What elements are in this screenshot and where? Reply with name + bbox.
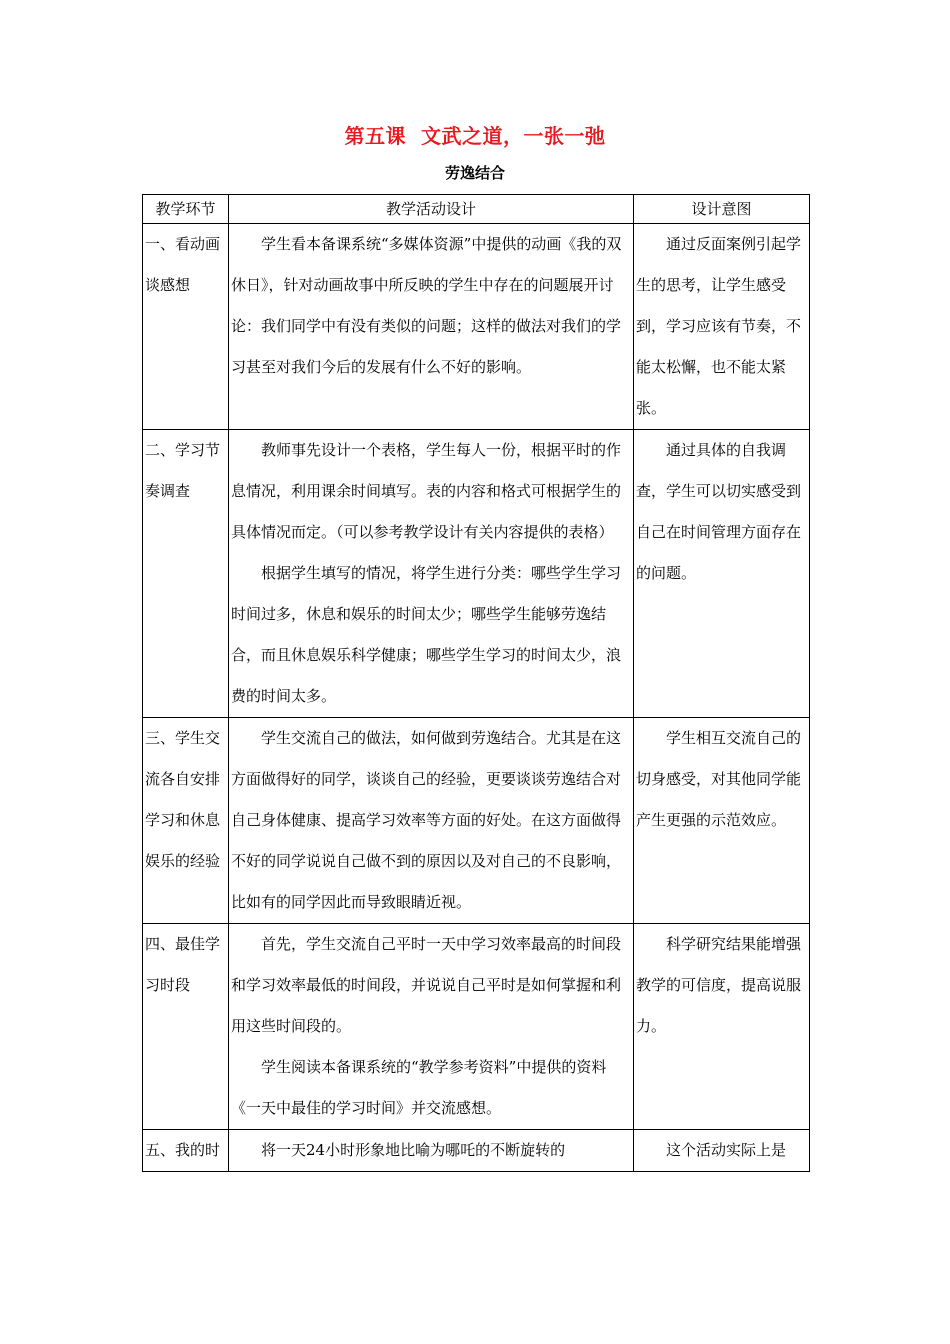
activity-cell: 首先，学生交流自己平时一天中学习效率最高的时间段和学习效率最低的时间段，并说说自己平时是如何掌握和利用这些时间段的。 学生阅读本备课系统的“教学参考资料”中提供的资料《一天中最佳的学习时间》并交流感想。 [229, 924, 634, 1130]
header-activity: 教学活动设计 [229, 195, 634, 224]
intent-cell: 科学研究结果能增强教学的可信度，提高说服力。 [634, 924, 810, 1130]
header-intent: 设计意图 [634, 195, 810, 224]
table-header-row [143, 195, 810, 224]
stage-cell: 三、学生交流各自安排学习和休息娱乐的经验 [143, 718, 229, 924]
stage-cell: 五、我的时 [143, 1130, 229, 1172]
intent-cell: 通过具体的自我调查，学生可以切实感受到自己在时间管理方面存在的问题。 [634, 430, 810, 718]
stage-cell: 二、学习节奏调查 [143, 430, 229, 718]
table-row [143, 224, 810, 430]
activity-cell: 学生交流自己的做法，如何做到劳逸结合。尤其是在这方面做得好的同学，谈谈自己的经验，更要谈谈劳逸结合对自己身体健康、提高学习效率等方面的好处。在这方面做得不好的同学说说自己做不到的原因以及对自己的不良影响，比如有的同学因此而导致眼睛近视。 [229, 718, 634, 924]
table-row [143, 924, 810, 1130]
header-stage: 教学环节 [143, 195, 229, 224]
intent-cell: 通过反面案例引起学生的思考，让学生感受到，学习应该有节奏，不能太松懈，也不能太紧张。 [634, 224, 810, 430]
stage-cell: 四、最佳学习时段 [143, 924, 229, 1130]
activity-cell: 学生看本备课系统“多媒体资源”中提供的动画《我的双休日》，针对动画故事中所反映的学生中存在的问题展开讨论：我们同学中有没有类似的问题；这样的做法对我们的学习甚至对我们今后的发展有什么不好的影响。 [229, 224, 634, 430]
lesson-plan-table [142, 194, 810, 1172]
table-row [143, 430, 810, 718]
intent-cell: 学生相互交流自己的切身感受，对其他同学能产生更强的示范效应。 [634, 718, 810, 924]
table-row [143, 1130, 810, 1172]
lesson-title: 第五课 文武之道，一张一弛 [344, 124, 606, 148]
lesson-subtitle: 劳逸结合 [444, 164, 505, 182]
intent-cell: 这个活动实际上是 [634, 1130, 810, 1172]
table-row [143, 718, 810, 924]
activity-cell: 教师事先设计一个表格，学生每人一份，根据平时的作息情况，利用课余时间填写。表的内容和格式可根据学生的具体情况而定。（可以参考教学设计有关内容提供的表格） 根据学生填写的情况，将学生进行分类：哪些学生学习时间过多，休息和娱乐的时间太少；哪些学生能够劳逸结合，而且休息娱乐科学健康；哪些学生学习的时间太少，浪费的时间太多。 [229, 430, 634, 718]
activity-cell: 将一天24小时形象地比喻为哪吒的不断旋转的 [229, 1130, 634, 1172]
stage-cell: 一、看动画谈感想 [143, 224, 229, 430]
